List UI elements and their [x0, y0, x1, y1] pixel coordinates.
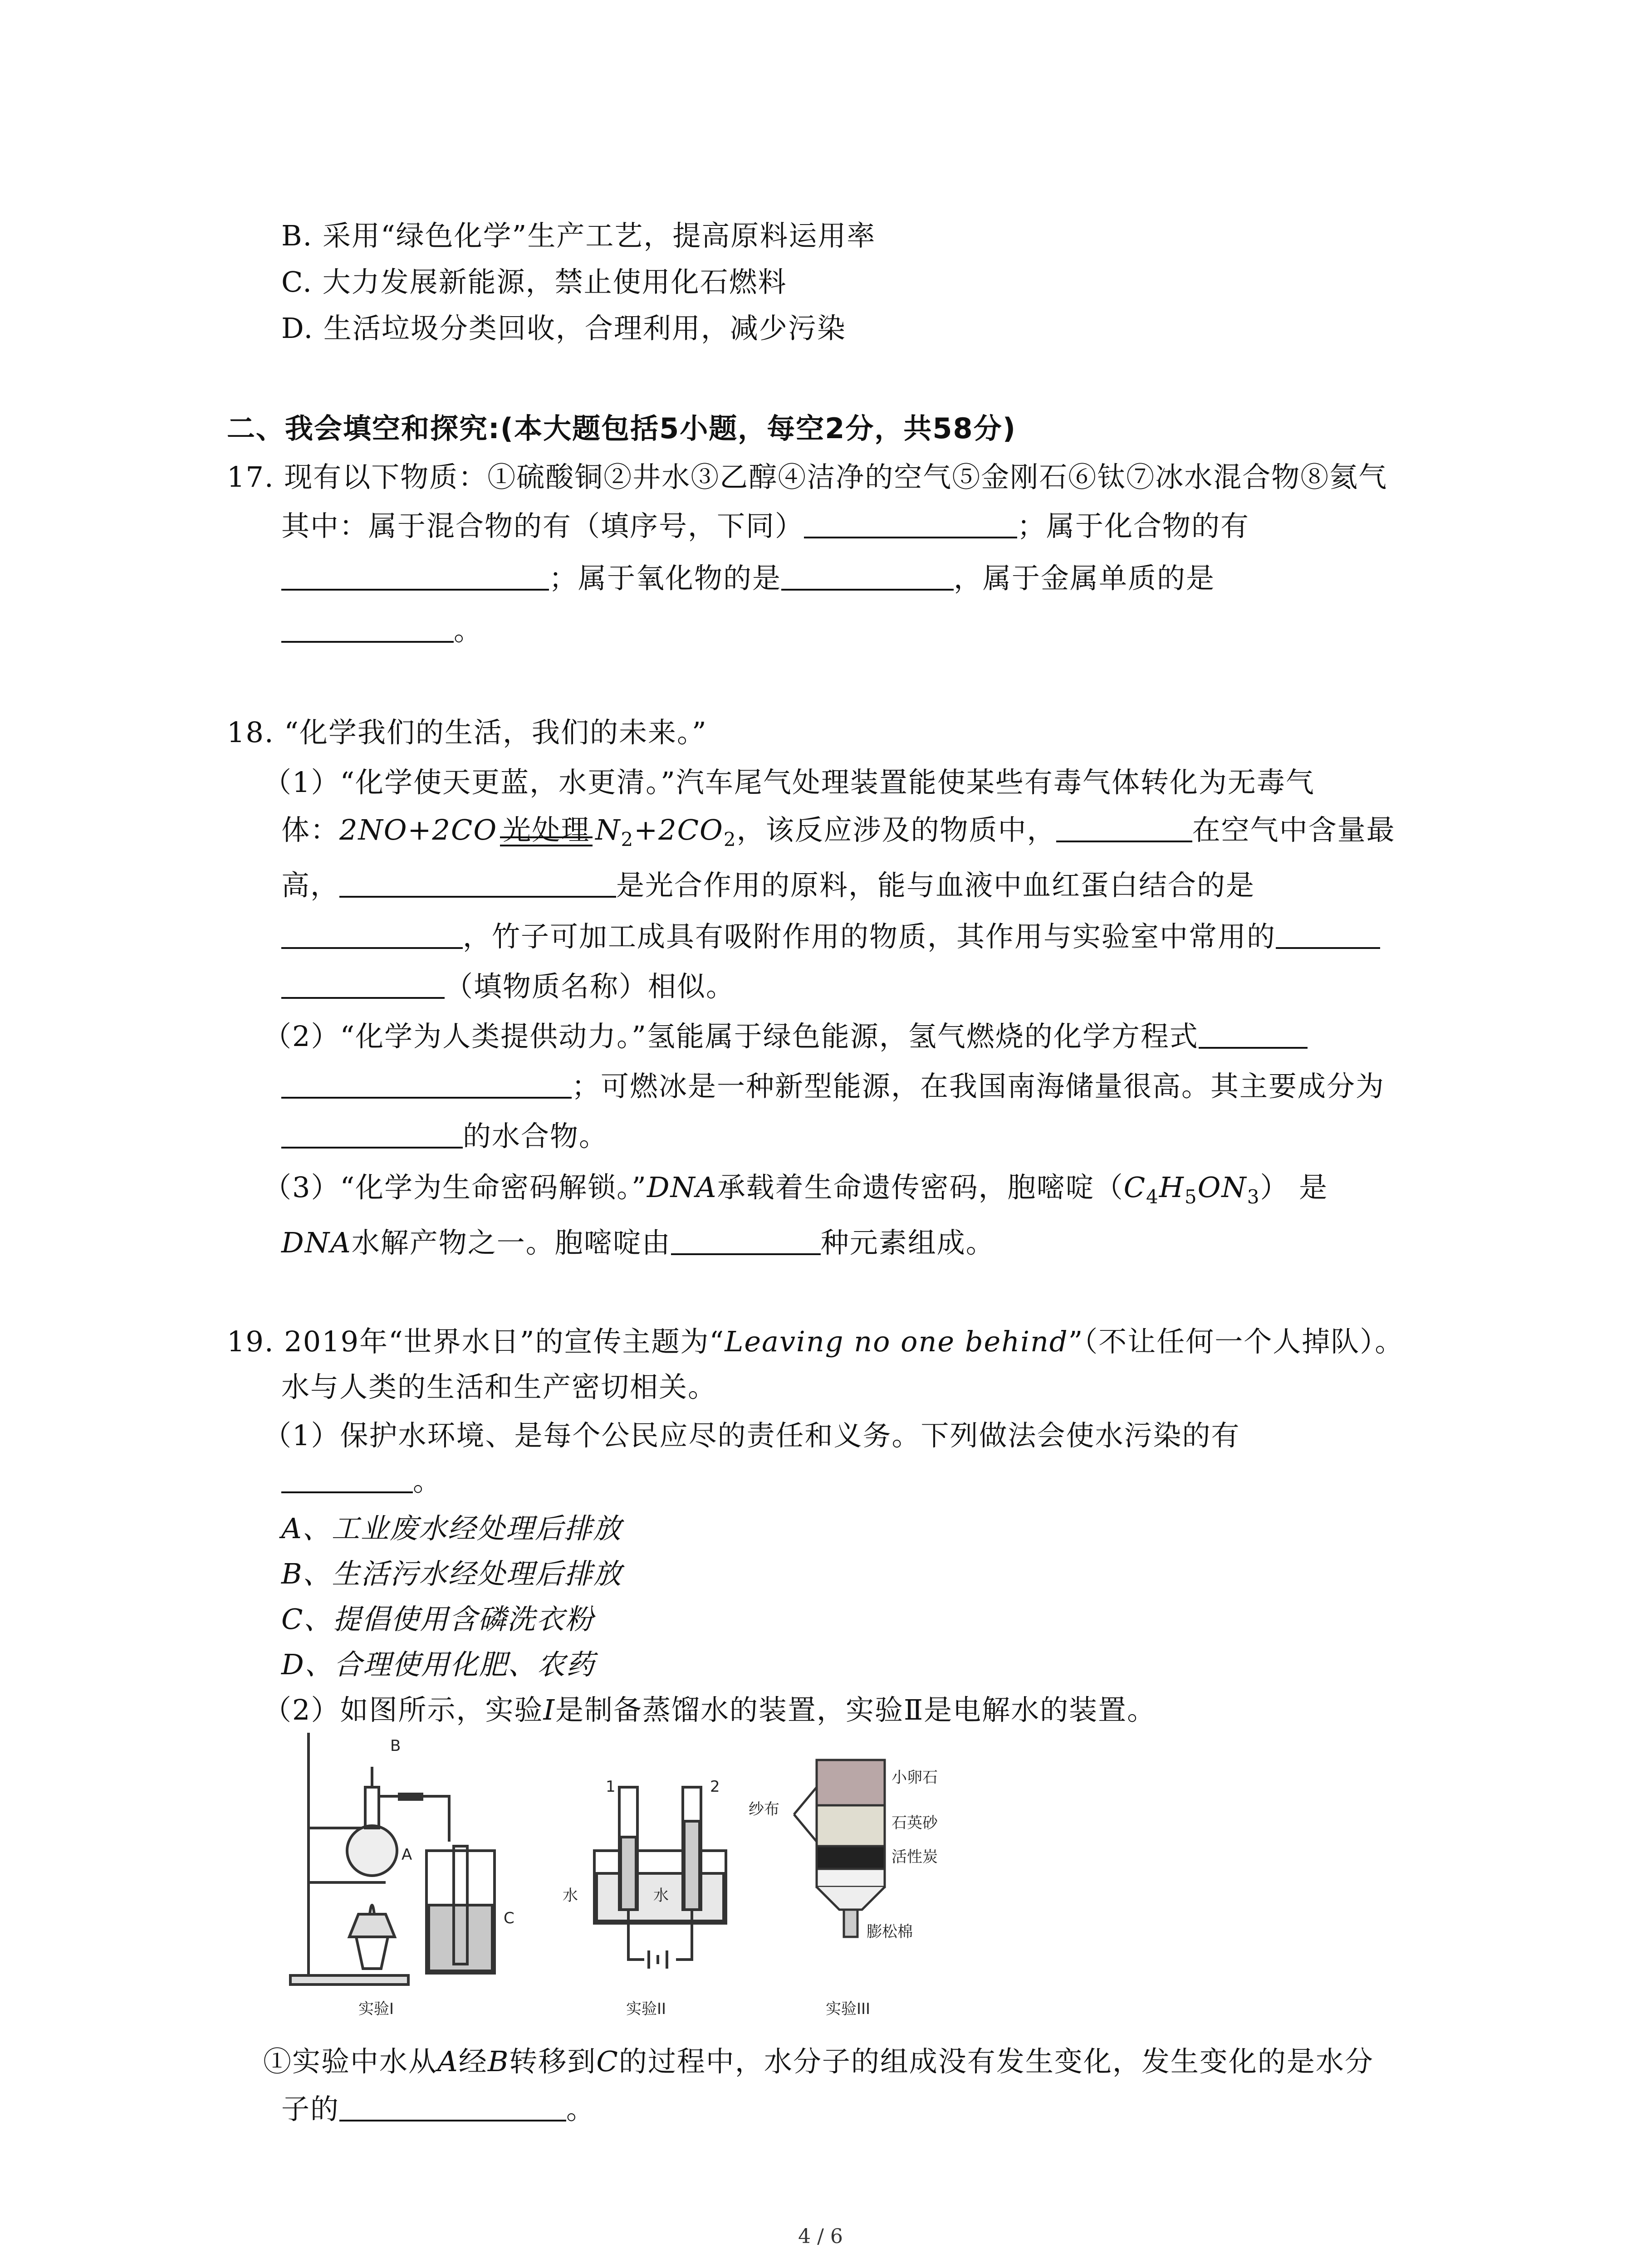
option-c: C. 大力发展新能源，禁止使用化石燃料	[281, 265, 787, 298]
q18-text: 体：	[281, 813, 340, 846]
label-2: 2	[710, 1778, 720, 1796]
q19-text: ”（不让任何一个人掉队）。	[1068, 1325, 1404, 1358]
q18-blank-equation-a[interactable]	[1199, 1020, 1308, 1049]
q19-sub1-line2	[281, 2091, 595, 2127]
label-pebble: 小卵石	[892, 1769, 938, 1787]
q18-text: ） 是	[1260, 1171, 1328, 1204]
q18-p1-line5	[281, 968, 735, 1005]
q19-option-d: D、合理使用化肥、农药	[281, 1648, 595, 1681]
label-1: 1	[606, 1778, 616, 1796]
var-c: C	[596, 2045, 619, 2078]
label-a: A	[402, 1846, 412, 1864]
q19-text: （2）如图所示，实验	[263, 1693, 544, 1726]
label-water-inner: 水	[653, 1887, 669, 1905]
equation-co: +2CO	[634, 813, 724, 846]
q18-blank-elements[interactable]	[671, 1226, 821, 1255]
q19-text: ①实验中水从	[263, 2045, 438, 2078]
q18-blank-air[interactable]	[1056, 813, 1192, 842]
q18-p2-line3	[281, 1118, 608, 1154]
q19-period: 。	[413, 1464, 442, 1497]
q17-line4	[281, 612, 483, 649]
q19-sub1-line1	[263, 2043, 1374, 2080]
caption-experiment-1: 实验I	[358, 2000, 394, 2018]
dna-term: DNA	[281, 1226, 352, 1259]
section-title: 二、我会填空和探究:(本大题包括5小题，每空2分，共58分)	[227, 412, 1017, 445]
q19-blank-molecule[interactable]	[339, 2092, 566, 2121]
label-b: B	[390, 1737, 401, 1755]
q18-text: 水解产物之一。胞嘧啶由	[351, 1226, 671, 1259]
caption-experiment-3: 实验III	[826, 2000, 871, 2018]
q19-blank-pollution[interactable]	[281, 1464, 413, 1493]
q19-line1	[227, 1324, 1404, 1360]
q18-text: 种元素组成。	[820, 1226, 995, 1259]
q17-blank-oxide[interactable]	[781, 562, 954, 591]
experiment-one-apparatus	[290, 1733, 495, 1984]
q18-p3-line2	[281, 1225, 995, 1261]
q18-p2-line1	[263, 1018, 1308, 1055]
q18-blank-hemoglobin[interactable]	[281, 920, 463, 949]
formula-c: C	[1123, 1171, 1146, 1204]
q19-period: 。	[566, 2092, 596, 2126]
q17-text-c: ；属于氧化物的是	[549, 562, 782, 595]
subscript: 2	[723, 828, 737, 850]
q18-text: 高，	[281, 869, 340, 902]
q18-p1-line4	[281, 919, 1380, 955]
page-number: 4 / 6	[798, 2225, 843, 2248]
theme-english: Leaving no one behind	[725, 1325, 1068, 1358]
option-b: B. 采用“绿色化学”生产工艺，提高原料运用率	[281, 219, 876, 252]
q19-option-b: B、生活污水经处理后排放	[281, 1557, 622, 1590]
subscript: 2	[621, 828, 634, 850]
q18-blank-equation-b[interactable]	[281, 1070, 572, 1099]
q18-text: 承载着生命遗传密码，胞嘧啶（	[717, 1171, 1124, 1204]
q17-blank-mixture[interactable]	[804, 509, 1017, 538]
q18-text: ，该反应涉及的物质中，	[736, 813, 1056, 846]
q17-line1: 17. 现有以下物质：①硫酸铜②井水③乙醇④洁净的空气⑤金刚石⑥钛⑦冰水混合物⑧氦气	[227, 460, 1388, 494]
subscript: 4	[1146, 1186, 1159, 1208]
q18-blank-ice[interactable]	[281, 1119, 463, 1149]
equation-n: N	[595, 813, 621, 846]
q19-line2: 水与人类的生活和生产密切相关。	[281, 1370, 717, 1403]
q19-text: 是制备蒸馏水的装置，实验Ⅱ是电解水的装置。	[555, 1693, 1156, 1726]
q18-text: ，竹子可加工成具有吸附作用的物质，其作用与实验室中常用的	[463, 920, 1276, 953]
q19-text: 的过程中，水分子的组成没有发生变化，发生变化的是水分	[618, 2045, 1374, 2078]
q18-p2-line2	[281, 1068, 1385, 1105]
experiment-figure	[281, 1724, 1075, 2023]
q19-text: 经	[458, 2045, 488, 2078]
label-gauze: 纱布	[749, 1800, 779, 1818]
q18-blank-lab-a[interactable]	[1276, 920, 1380, 949]
q18-text: 在空气中含量最	[1192, 813, 1396, 846]
q18-text: 的水合物。	[463, 1119, 608, 1153]
q18-blank-lab-b[interactable]	[281, 970, 445, 999]
q17-text-d: ，属于金属单质的是	[954, 562, 1215, 595]
q19-option-a: A、工业废水经处理后排放	[281, 1512, 622, 1545]
q19-option-c: C、提倡使用含磷洗衣粉	[281, 1603, 594, 1636]
q18-text: （2）“化学为人类提供动力。”氢能属于绿色能源，氢气燃烧的化学方程式	[263, 1020, 1199, 1053]
q19-text: 子的	[281, 2092, 340, 2126]
label-quartz-sand: 石英砂	[892, 1814, 938, 1832]
equation-left: 2NO+2CO	[339, 813, 498, 846]
q18-blank-photosynthesis[interactable]	[339, 869, 616, 898]
q19-text: 19. 2019年“世界水日”的宣传主题为“	[227, 1325, 725, 1358]
q17-blank-compound[interactable]	[281, 562, 549, 591]
q19-p1: （1）保护水环境、是每个公民应尽的责任和义务。下列做法会使水污染的有	[263, 1419, 1240, 1452]
var-b: B	[487, 2045, 509, 2078]
q19-text: 转移到	[509, 2045, 597, 2078]
subscript: 5	[1184, 1186, 1198, 1208]
q17-text-a: 其中：属于混合物的有（填序号，下同）	[281, 509, 804, 543]
formula-h: H	[1159, 1171, 1185, 1204]
option-d: D. 生活垃圾分类回收，合理利用，减少污染	[281, 312, 846, 345]
label-water-left: 水	[563, 1887, 578, 1905]
q18-text: （填物质名称）相似。	[445, 970, 735, 1003]
caption-experiment-2: 实验II	[626, 2000, 666, 2018]
q19-p2	[263, 1692, 1156, 1728]
q17-period: 。	[454, 614, 483, 647]
experiment-three-apparatus	[794, 1760, 885, 1937]
var-a: A	[437, 2045, 459, 2078]
q18-p1-line3	[281, 867, 1255, 904]
q18-text: （3）“化学为生命密码解锁。”	[263, 1171, 647, 1204]
q18-line1: 18. “化学我们的生活，我们的未来。”	[227, 716, 707, 749]
q17-text-b: ；属于化合物的有	[1017, 509, 1250, 543]
q18-text: ；可燃冰是一种新型能源，在我国南海储量很高。其主要成分为	[572, 1070, 1385, 1103]
q18-text: 是光合作用的原料，能与血液中血红蛋白结合的是	[616, 869, 1255, 902]
subscript: 3	[1247, 1186, 1260, 1208]
q17-line2	[281, 508, 1249, 544]
q19-p1-blank-line	[281, 1463, 442, 1499]
q17-blank-metal[interactable]	[281, 614, 454, 643]
q17-line3	[281, 560, 1215, 596]
equation-condition: 光处理	[500, 812, 593, 848]
q18-p1-line1: （1）“化学使天更蓝，水更清。”汽车尾气处理装置能使某些有毒气体转化为无毒气	[263, 766, 1315, 799]
label-c: C	[504, 1909, 514, 1927]
formula-on: ON	[1197, 1171, 1247, 1204]
experiment-two-apparatus	[594, 1787, 726, 1969]
roman-i: I	[543, 1693, 555, 1726]
label-activated-carbon: 活性炭	[892, 1848, 938, 1866]
label-cotton: 膨松棉	[867, 1923, 913, 1941]
q18-p3-line1	[263, 1169, 1328, 1215]
dna-term: DNA	[647, 1171, 717, 1204]
q18-p1-line2	[281, 812, 1396, 858]
